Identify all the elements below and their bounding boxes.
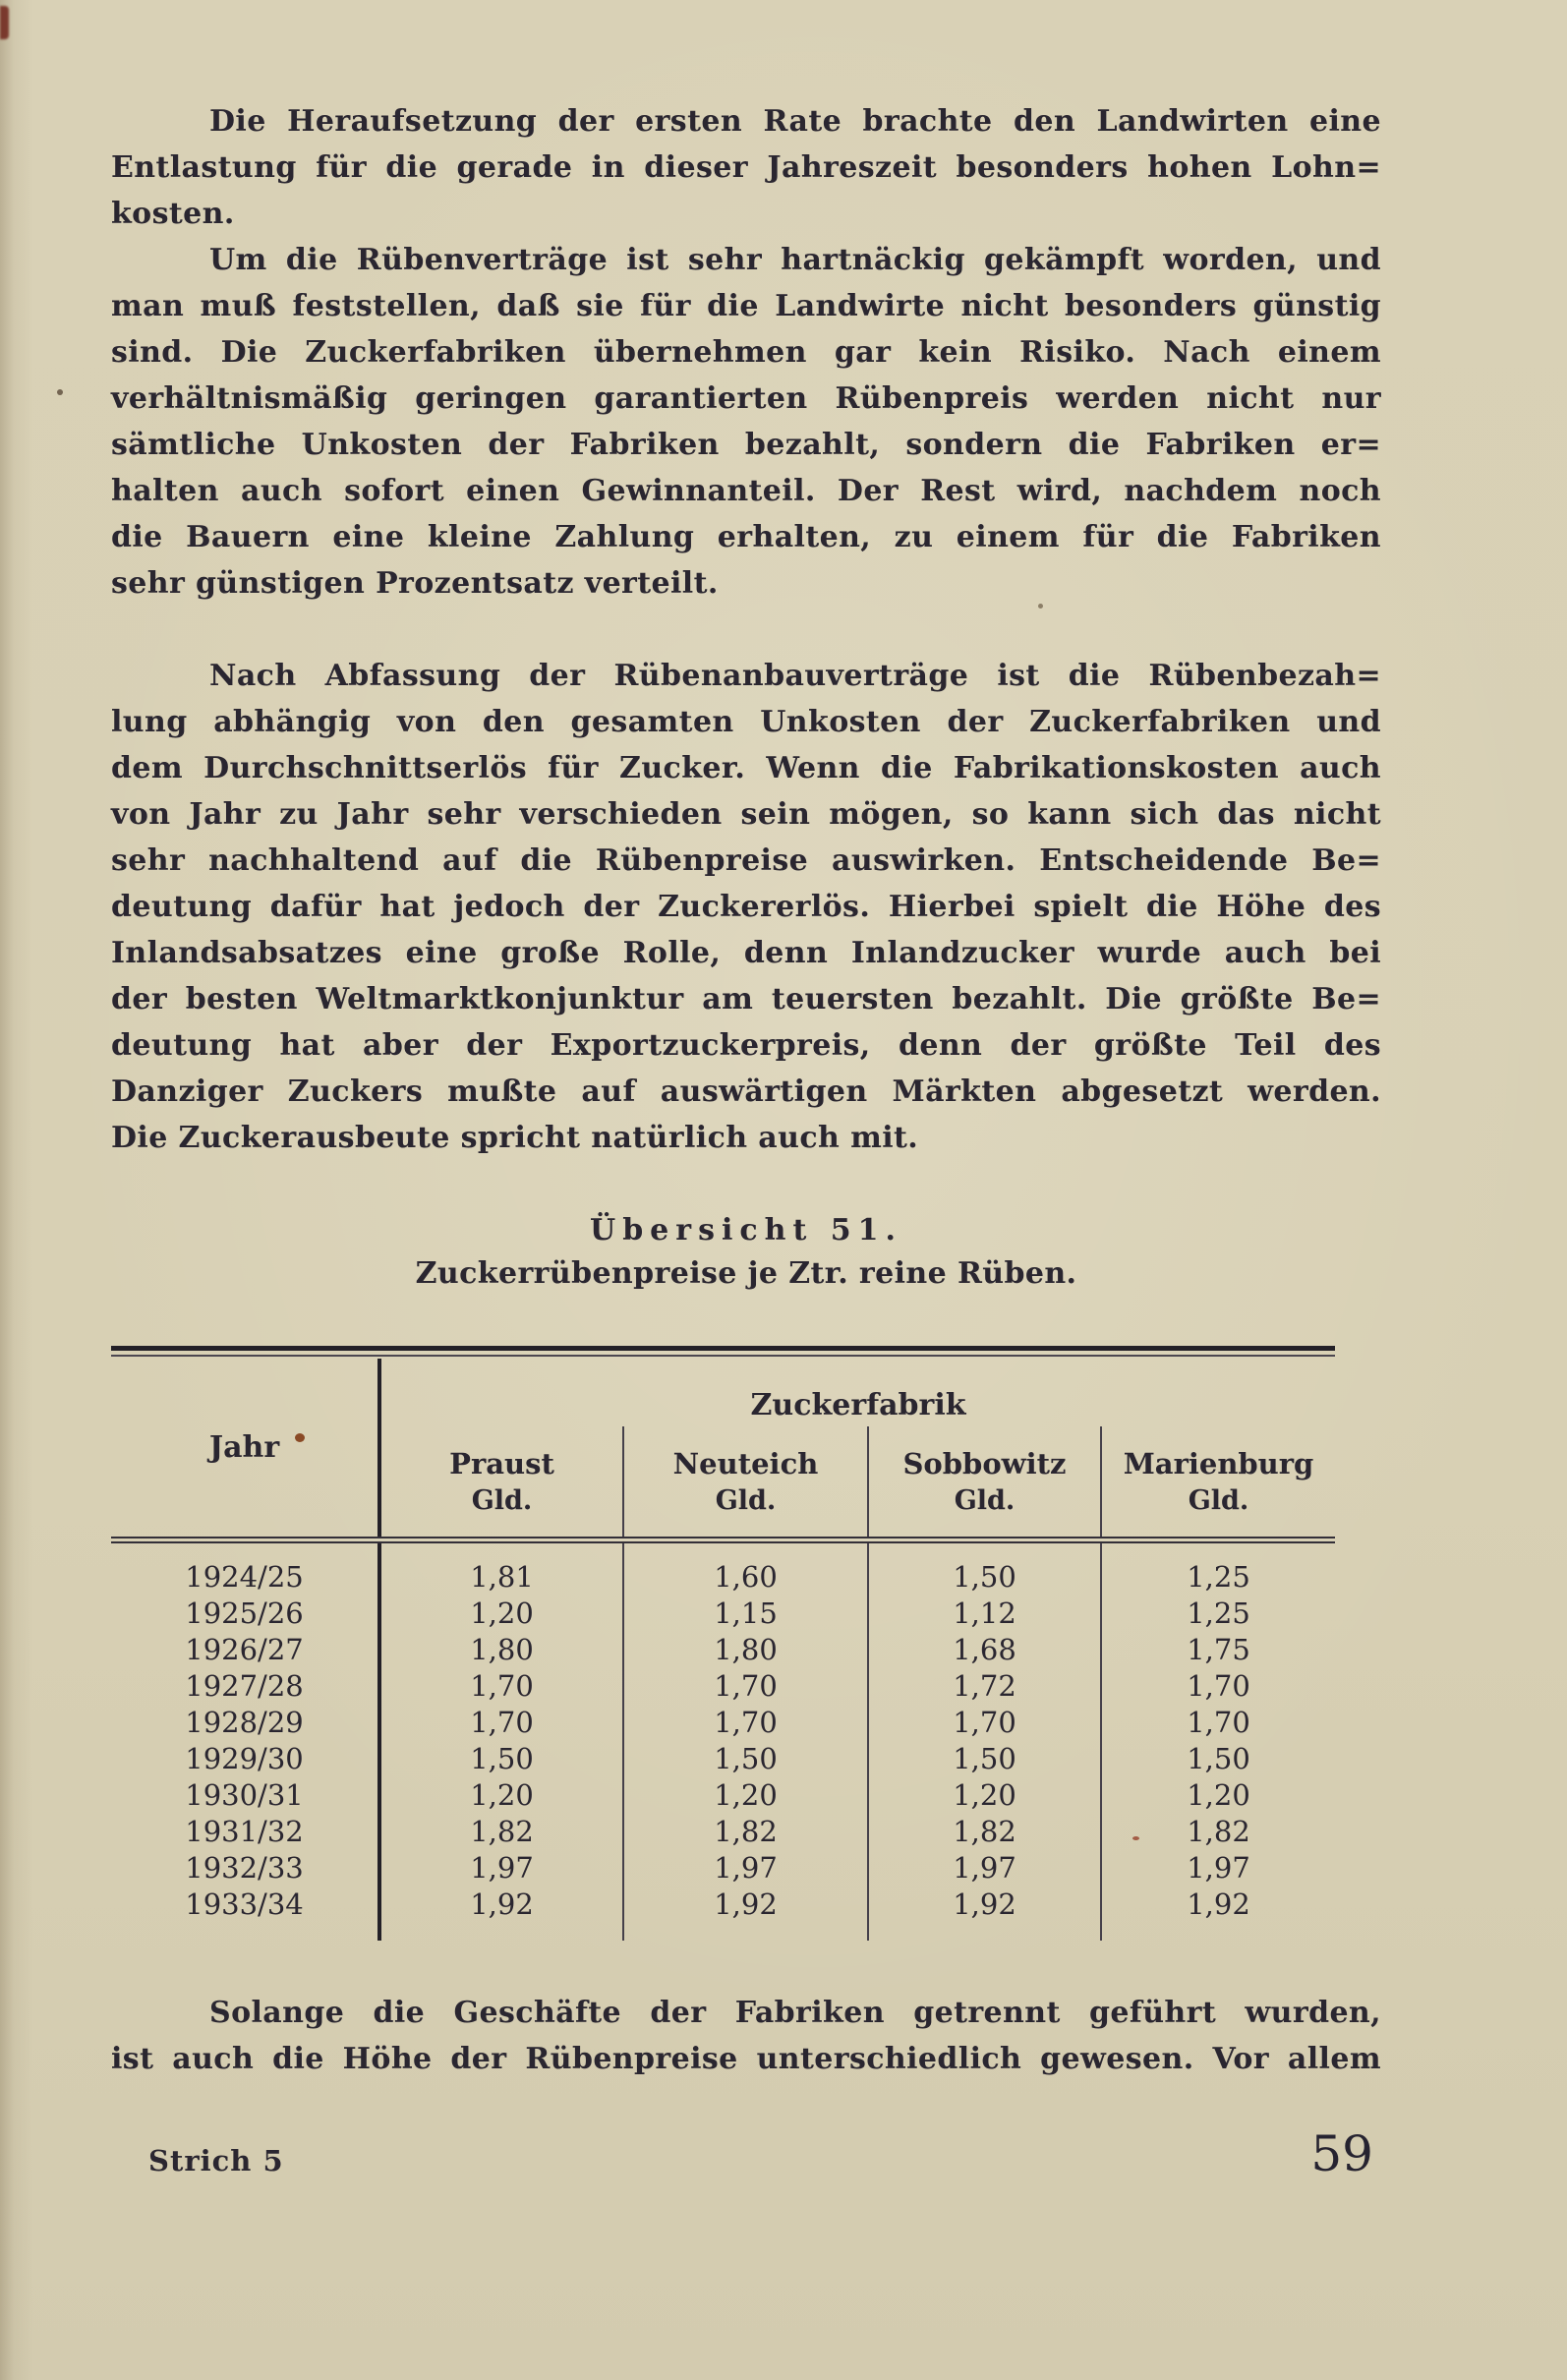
text-line: Solange die Geschäfte der Fabriken getrennt geführt wurden,	[209, 1996, 1381, 2030]
paragraph	[111, 1990, 1381, 2082]
price-cell: 1,20	[1101, 1777, 1335, 1814]
price-cell: 1,50	[868, 1741, 1101, 1777]
price-cell: 1,60	[623, 1540, 868, 1596]
currency-unit: Gld.	[471, 1485, 533, 1516]
page-number: 59	[1310, 2125, 1373, 2182]
year-cell: 1931/32	[111, 1814, 379, 1850]
text-line: verhältnismäßig geringen garantierten Rübenpreis werden nicht nur	[111, 381, 1381, 416]
price-cell: 1,70	[868, 1705, 1101, 1741]
price-cell: 1,20	[379, 1596, 623, 1632]
text-line: Nach Abfassung der Rübenanbauverträge ist die Rübenbezah=	[209, 659, 1381, 693]
table-row	[111, 1814, 1335, 1850]
factory-name: Sobbowitz	[902, 1447, 1067, 1480]
price-cell: 1,82	[868, 1814, 1101, 1850]
table-header	[111, 1359, 1335, 1540]
currency-unit: Gld.	[954, 1485, 1016, 1516]
text-line: ist auch die Höhe der Rübenpreise unterschiedlich gewesen. Vor allem	[111, 2042, 1381, 2076]
text-line: Danziger Zuckers mußte auf auswärtigen Märkten abgesetzt werden.	[111, 1074, 1381, 1109]
column-header-factory	[1101, 1426, 1335, 1540]
price-cell: 1,20	[623, 1777, 868, 1814]
table-row	[111, 1850, 1335, 1887]
closing-paragraph	[111, 1990, 1381, 2082]
table-heading	[111, 1210, 1381, 1297]
text-line: Um die Rübenverträge ist sehr hartnäckig gekämpft worden, und	[209, 243, 1381, 277]
column-header-jahr: Jahr	[111, 1359, 379, 1540]
table-row	[111, 1540, 1335, 1596]
column-header-factory	[868, 1426, 1101, 1540]
price-cell: 1,97	[1101, 1850, 1335, 1887]
price-cell: 1,82	[623, 1814, 868, 1850]
column-group-header-zuckerfabrik: Zuckerfabrik	[750, 1388, 966, 1422]
price-cell: 1,97	[379, 1850, 623, 1887]
price-cell: 1,70	[379, 1668, 623, 1705]
price-cell: 1,72	[868, 1668, 1101, 1705]
year-cell: 1926/27	[111, 1632, 379, 1668]
table-body	[111, 1540, 1335, 1942]
text-line: sehr nachhaltend auf die Rübenpreise auswirken. Entscheidende Be=	[111, 843, 1381, 878]
price-cell: 1,25	[1101, 1596, 1335, 1632]
text-line: lung abhängig von den gesamten Unkosten der Zuckerfabriken und	[111, 705, 1381, 739]
table-row	[111, 1777, 1335, 1814]
price-cell: 1,20	[379, 1777, 623, 1814]
column-header-factory	[379, 1426, 623, 1540]
table-top-rule	[111, 1346, 1335, 1357]
year-cell: 1930/31	[111, 1777, 379, 1814]
text-line: der besten Weltmarktkonjunktur am teuersten bezahlt. Die größte Be=	[111, 982, 1381, 1016]
currency-unit: Gld.	[1188, 1485, 1249, 1516]
text-line: die Bauern eine kleine Zahlung erhalten, zu einem für die Fabriken	[111, 520, 1381, 554]
text-line: kosten.	[111, 197, 235, 231]
price-cell: 1,92	[379, 1887, 623, 1941]
price-cell: 1,70	[1101, 1705, 1335, 1741]
price-cell: 1,92	[1101, 1887, 1335, 1941]
price-cell: 1,82	[1101, 1814, 1335, 1850]
text-line: Die Heraufsetzung der ersten Rate brachte den Landwirten eine	[209, 104, 1381, 139]
currency-unit: Gld.	[715, 1485, 777, 1516]
scan-corner-artifact	[0, 6, 9, 39]
text-line: dem Durchschnittserlös für Zucker. Wenn die Fabrikationskosten auch	[111, 751, 1381, 785]
page-footer	[111, 2125, 1381, 2182]
year-cell: 1929/30	[111, 1741, 379, 1777]
price-cell: 1,50	[623, 1741, 868, 1777]
page-content	[111, 0, 1381, 2182]
table-row	[111, 1741, 1335, 1777]
text-line: deutung hat aber der Exportzuckerpreis, denn der größte Teil des	[111, 1028, 1381, 1063]
price-cell: 1,81	[379, 1540, 623, 1596]
price-cell: 1,80	[379, 1632, 623, 1668]
price-cell: 1,97	[868, 1850, 1101, 1887]
year-cell: 1932/33	[111, 1850, 379, 1887]
paragraph	[111, 237, 1381, 607]
text-line: Inlandsabsatzes eine große Rolle, denn Inlandzucker wurde auch bei	[111, 936, 1381, 970]
table-row	[111, 1632, 1335, 1668]
body-paragraphs	[111, 0, 1381, 1161]
price-cell: 1,92	[868, 1887, 1101, 1941]
text-line: sind. Die Zuckerfabriken übernehmen gar kein Risiko. Nach einem	[111, 335, 1381, 370]
price-cell: 1,50	[868, 1540, 1101, 1596]
price-cell: 1,50	[1101, 1741, 1335, 1777]
text-line: von Jahr zu Jahr sehr verschieden sein mögen, so kann sich das nicht	[111, 797, 1381, 832]
paper-speck	[57, 389, 63, 395]
factory-name: Marienburg	[1123, 1447, 1314, 1480]
price-cell: 1,80	[623, 1632, 868, 1668]
price-cell: 1,82	[379, 1814, 623, 1850]
price-cell: 1,92	[623, 1887, 868, 1941]
year-cell: 1927/28	[111, 1668, 379, 1705]
year-cell: 1933/34	[111, 1887, 379, 1941]
text-line: sämtliche Unkosten der Fabriken bezahlt, sondern die Fabriken er=	[111, 428, 1381, 462]
column-header-factory	[623, 1426, 868, 1540]
price-cell: 1,25	[1101, 1540, 1335, 1596]
printer-signature: Strich 5	[148, 2144, 284, 2177]
year-cell: 1925/26	[111, 1596, 379, 1632]
text-line: Entlastung für die gerade in dieser Jahreszeit besonders hohen Lohn=	[111, 150, 1381, 185]
price-cell: 1,70	[1101, 1668, 1335, 1705]
text-line: man muß feststellen, daß sie für die Landwirte nicht besonders günstig	[111, 289, 1381, 323]
price-cell: 1,70	[623, 1705, 868, 1741]
text-line: halten auch sofort einen Gewinnanteil. Der Rest wird, nachdem noch	[111, 474, 1381, 508]
paragraph	[111, 98, 1381, 237]
price-cell: 1,68	[868, 1632, 1101, 1668]
text-line: Die Zuckerausbeute spricht natürlich auch mit.	[111, 1121, 919, 1155]
price-cell: 1,50	[379, 1741, 623, 1777]
price-cell: 1,12	[868, 1596, 1101, 1632]
year-cell: 1928/29	[111, 1705, 379, 1741]
table-row	[111, 1596, 1335, 1632]
price-cell: 1,70	[379, 1705, 623, 1741]
factory-name: Praust	[449, 1447, 554, 1480]
text-line: sehr günstigen Prozentsatz verteilt.	[111, 566, 719, 601]
price-cell: 1,70	[623, 1668, 868, 1705]
table-row	[111, 1668, 1335, 1705]
sugar-beet-price-table	[111, 1359, 1335, 1941]
price-cell: 1,15	[623, 1596, 868, 1632]
price-cell: 1,75	[1101, 1632, 1335, 1668]
price-cell: 1,20	[868, 1777, 1101, 1814]
table-label: Übersicht 51.	[590, 1213, 902, 1248]
price-cell: 1,97	[623, 1850, 868, 1887]
table-row	[111, 1705, 1335, 1741]
table-title: Zuckerrübenpreise je Ztr. reine Rüben.	[415, 1256, 1077, 1291]
paragraph	[111, 653, 1381, 1161]
factory-name: Neuteich	[672, 1447, 819, 1480]
year-cell: 1924/25	[111, 1540, 379, 1596]
text-line: deutung dafür hat jedoch der Zuckererlös. Hierbei spielt die Höhe des	[111, 890, 1381, 924]
table-row	[111, 1887, 1335, 1941]
